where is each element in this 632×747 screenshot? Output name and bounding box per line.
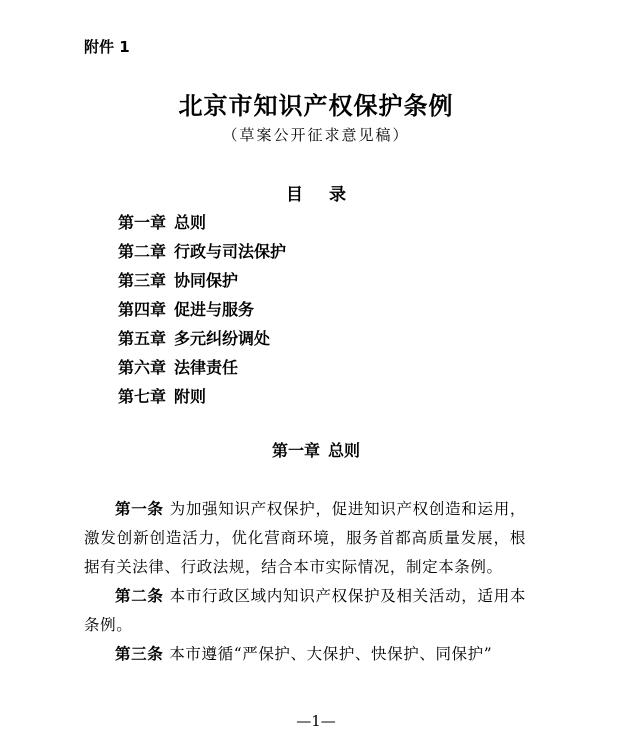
article-text: 本市遵循“严保护、大保护、快保护、同保护”	[169, 645, 493, 663]
toc-item	[118, 237, 286, 266]
toc-chapter-number: 第七章	[118, 387, 167, 406]
toc-item	[118, 266, 286, 295]
toc-item	[118, 324, 286, 353]
article-text: 为加强知识产权保护，促进知识产权创造和运用，激发创新创造活力，优化营商环境，服务首都高质量发展，根据有关法律、行政法规，结合本市实际情况，制定本条例。	[84, 500, 527, 576]
toc-chapter-number: 第三章	[118, 271, 167, 290]
toc-item	[118, 208, 286, 237]
toc-item	[118, 295, 286, 324]
toc-chapter-number: 第四章	[118, 300, 167, 319]
article-label: 第三条	[115, 645, 164, 663]
toc-chapter-number: 第六章	[118, 358, 167, 377]
toc-chapter-name: 促进与服务	[174, 300, 255, 319]
toc-chapter-name: 协同保护	[174, 271, 239, 290]
attachment-label: 附件 1	[84, 38, 130, 56]
page-number: —1—	[296, 712, 336, 730]
chapter-heading-number: 第一章	[271, 441, 320, 460]
toc-item	[118, 353, 286, 382]
article-paragraph	[84, 495, 526, 582]
toc-chapter-number: 第五章	[118, 329, 167, 348]
toc-item	[118, 382, 286, 411]
article-label: 第二条	[115, 587, 164, 605]
toc-chapter-name: 行政与司法保护	[174, 242, 287, 261]
toc-chapter-name: 法律责任	[174, 358, 239, 377]
toc-heading: 目 录	[286, 185, 356, 205]
toc-chapter-name: 多元纠纷调处	[174, 329, 271, 348]
article-label: 第一条	[115, 500, 164, 518]
article-paragraph	[84, 640, 526, 669]
toc-chapter-number: 第二章	[118, 242, 167, 261]
table-of-contents	[118, 208, 286, 411]
document-subtitle: （草案公开征求意见稿）	[222, 126, 410, 144]
article-body	[84, 495, 526, 669]
document-title: 北京市知识产权保护条例	[178, 91, 454, 120]
toc-chapter-number: 第一章	[118, 213, 167, 232]
article-text: 本市行政区域内知识产权保护及相关活动，适用本条例。	[84, 587, 527, 634]
chapter-heading	[0, 438, 632, 461]
toc-chapter-name: 总则	[174, 213, 207, 232]
toc-chapter-name: 附则	[174, 387, 207, 406]
chapter-heading-name: 总则	[328, 441, 361, 460]
article-paragraph	[84, 582, 526, 640]
